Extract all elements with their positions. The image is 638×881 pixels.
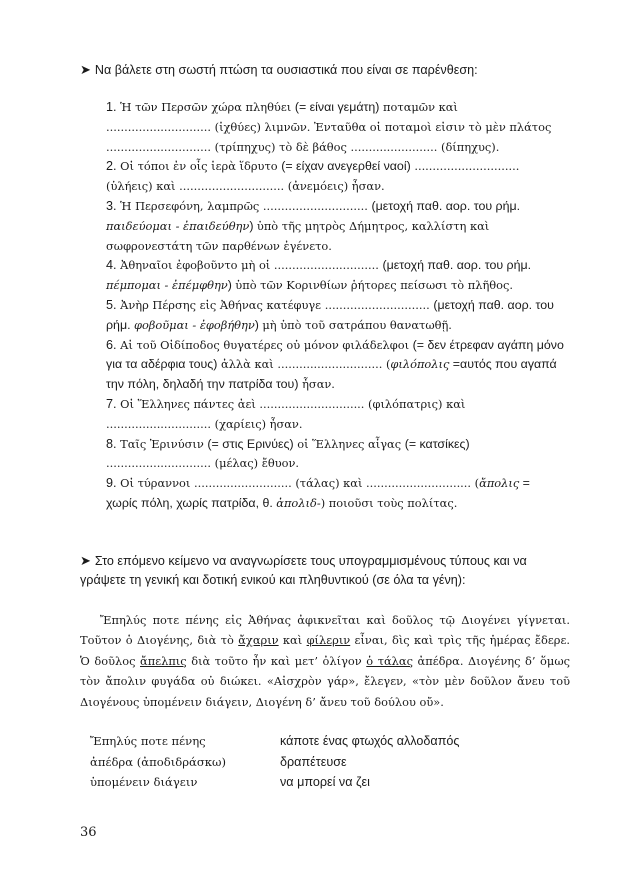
underlined-form: φίλεριν [306,633,351,648]
ancient-greek-text: πέμπομαι - ἐπέμφθην [106,278,228,293]
exercise-item [92,197,564,256]
glossary-meaning: κάποτε ένας φτωχός αλλοδαπός [280,734,460,748]
ancient-greek-text: Οἱ τύραννοι ........................... (τάλας) καὶ ............................. ( [120,476,480,491]
ancient-greek-text: μὴ ὑπὸ τοῦ σατράπου θανατωθῇ. [262,317,452,332]
ancient-greek-text: ἀπολιδ- [276,495,321,510]
arrow-bullet-icon: ➤ [80,553,91,568]
exercise-1-list [92,98,564,514]
underlined-form: ἄχαριν [238,633,279,648]
glossary-term: ὑπομένειν διάγειν [90,775,198,790]
ancient-greek-text: ὑπὸ τῆς μητρὸς Δήμητρος, καλλίστη καὶ σωφρονεστάτη τῶν παρθένων ἐγένετο. [106,218,490,253]
passage-text: ἀπέδρα. Διογένης δ’ ὅμως τὸν ἄπολιν φυγάδα οὐ διώκει. «Αἰσχρὸν γάρ», ἔλεγεν, «τὸν μὲν δοῦλον ἄνευ τοῦ Διογένους ὑπομένειν διάγειν, Διογένη δ’ ἄνευ τοῦ δούλου οὔ». [80,653,570,709]
glossary-row [90,775,550,796]
ancient-greek-text: ποταμῶν καὶ ............................. (ἰχθύες) λιμνῶν. Ἐνταῦθα οἱ ποταμοὶ εἰσιν τὸ μὲν πλάτος ............................. (τρίπηχυς) τὸ δὲ βάθος ........................ (δίπηχυς). [106,100,552,154]
ancient-greek-text: ) ποιοῦσι τοὺς πολίτας. [320,495,458,510]
item-number: 2. [106,159,117,174]
ancient-greek-text: Ἀνὴρ Πέρσης εἰς Ἀθήνας κατέφυγε ............................. [120,297,434,312]
modern-greek-gloss: (= κατσίκες) [404,436,470,451]
glossary-meaning: δραπέτευσε [280,754,347,769]
modern-greek-gloss: (= στις Ερινύες) [207,436,294,451]
modern-greek-gloss: (= είναι γεμάτη) [294,100,380,114]
exercise-item [92,395,564,435]
glossary [90,734,550,796]
exercise-1-instruction-text: Να βάλετε στη σωστή πτώση τα ουσιαστικά που είναι σε παρένθεση: [94,63,478,77]
greek-passage [80,610,570,712]
passage-text: Ἔπηλύς ποτε πένης εἰς Ἀθήνας ἀφικνεῖται καὶ δοῦλος τῷ Διογένει γίγνεται. Τοῦτον ὁ Διογένης, διὰ τὸ [80,613,570,648]
item-number: 7. [106,396,117,411]
exercise-2-instruction-line-1: Στο επόμενο κείμενο να αναγνωρίσετε τους υπογραμμισμένους τύπους και να [94,554,527,568]
exercise-2-instruction [80,551,580,590]
item-number: 1. [106,100,117,114]
modern-greek-gloss: ) [254,317,263,332]
passage-text: εἶναι, δὶς καὶ τρὶς τῆς ἡμέρας ἔδερε. Ὁ δοῦλος [80,633,570,668]
ancient-greek-text: Ἡ τῶν Περσῶν χώρα πληθύει [120,100,295,114]
ancient-greek-text: ἀλλὰ καὶ ............................. ( [217,357,391,372]
passage-text: διὰ τοῦτο ἦν καὶ μετ’ ὀλίγον [186,653,367,668]
exercise-2-instruction-line-2: γράψετε τη γενική και δοτική ενικού και πληθυντικού (σε όλα τα γένη): [80,573,466,587]
item-number: 4. [106,258,117,273]
modern-greek-gloss: (μετοχή παθ. αορ. του ρήμ. [382,258,532,273]
ancient-greek-text: ἄπολις [479,476,520,491]
modern-greek-gloss: =αυτός που αγαπά την πόλη, δηλαδή την πατρίδα του) [106,357,557,392]
modern-greek-gloss: ) [249,218,257,233]
exercise-item [92,435,564,475]
glossary-term: Ἔπηλύς ποτε πένης [90,734,206,748]
item-number: 9. [106,476,117,491]
ancient-greek-text: οἱ Ἕλληνες αἶγας [293,436,405,451]
modern-greek-gloss: = χωρίς πόλη, χωρίς πατρίδα, θ. [106,476,530,510]
ancient-greek-text: ............................. (μέλας) ἔθυον. [106,456,300,471]
arrow-bullet-icon: ➤ [80,62,91,77]
passage-text: καὶ [278,633,307,648]
glossary-row [90,734,550,755]
ancient-greek-text: φιλόπολις [390,357,450,372]
glossary-meaning: να μπορεί να ζει [280,775,370,790]
exercise-item [92,256,564,296]
ancient-greek-text: Οἱ τόποι ἐν οἷς ἱερὰ ἵδρυτο [120,159,282,174]
ancient-greek-text: ἦσαν. [298,377,335,392]
item-number: 8. [106,436,117,451]
underlined-form: ὁ τάλας [366,653,413,668]
exercise-item [92,474,564,514]
modern-greek-gloss: (= είχαν ανεγερθεί ναοί) [281,159,411,174]
ancient-greek-text: Ἀθηναῖοι ἐφοβοῦντο μὴ οἱ ............................. [120,258,383,273]
exercise-1-instruction [80,60,580,80]
ancient-greek-text: Ταῖς Ἐρινύσιν [120,436,208,451]
modern-greek-gloss: (= δεν έτρεφαν αγάπη μόνο για τα αδέρφια τους) [106,337,564,372]
exercise-item [92,157,564,197]
item-number: 5. [106,297,117,312]
ancient-greek-text: Οἱ Ἕλληνες πάντες ἀεὶ ............................. (φιλόπατρις) καὶ ............................. (χαρίεις) ἦσαν. [106,396,466,431]
modern-greek-gloss: ) [227,278,236,293]
ancient-greek-text: Ἡ Περσεφόνη, λαμπρῶς ............................. [120,198,372,213]
ancient-greek-text: ὑπὸ τῶν Κορινθίων ῥήτορες πείσωσι τὸ πλῆθος. [235,278,514,293]
ancient-greek-text: φοβοῦμαι - ἐφοβήθην [133,317,255,332]
modern-greek-gloss: (μετοχή παθ. αορ. του ρήμ. [371,198,521,213]
ancient-greek-text: Αἱ τοῦ Οἰδίποδος θυγατέρες οὐ μόνον φιλάδελφοι [120,337,413,352]
ancient-greek-text: ............................. (ὑλήεις) καὶ ............................. (ἀνεμόεις) ἦσαν. [106,159,520,194]
glossary-term: ἀπέδρα (ἀποδιδράσκω) [90,754,227,769]
glossary-row [90,755,550,776]
exercise-item [92,98,564,157]
modern-greek-gloss: (μετοχή παθ. αορ. του ρήμ. [106,297,554,332]
ancient-greek-text: παιδεύομαι - ἐπαιδεύθην [106,218,250,233]
item-number: 6. [106,337,117,352]
exercise-item [92,296,564,336]
item-number: 3. [106,198,117,213]
page-number: 36 [80,825,97,840]
underlined-form: ἄπελπις [140,653,187,668]
exercise-item [92,336,564,395]
